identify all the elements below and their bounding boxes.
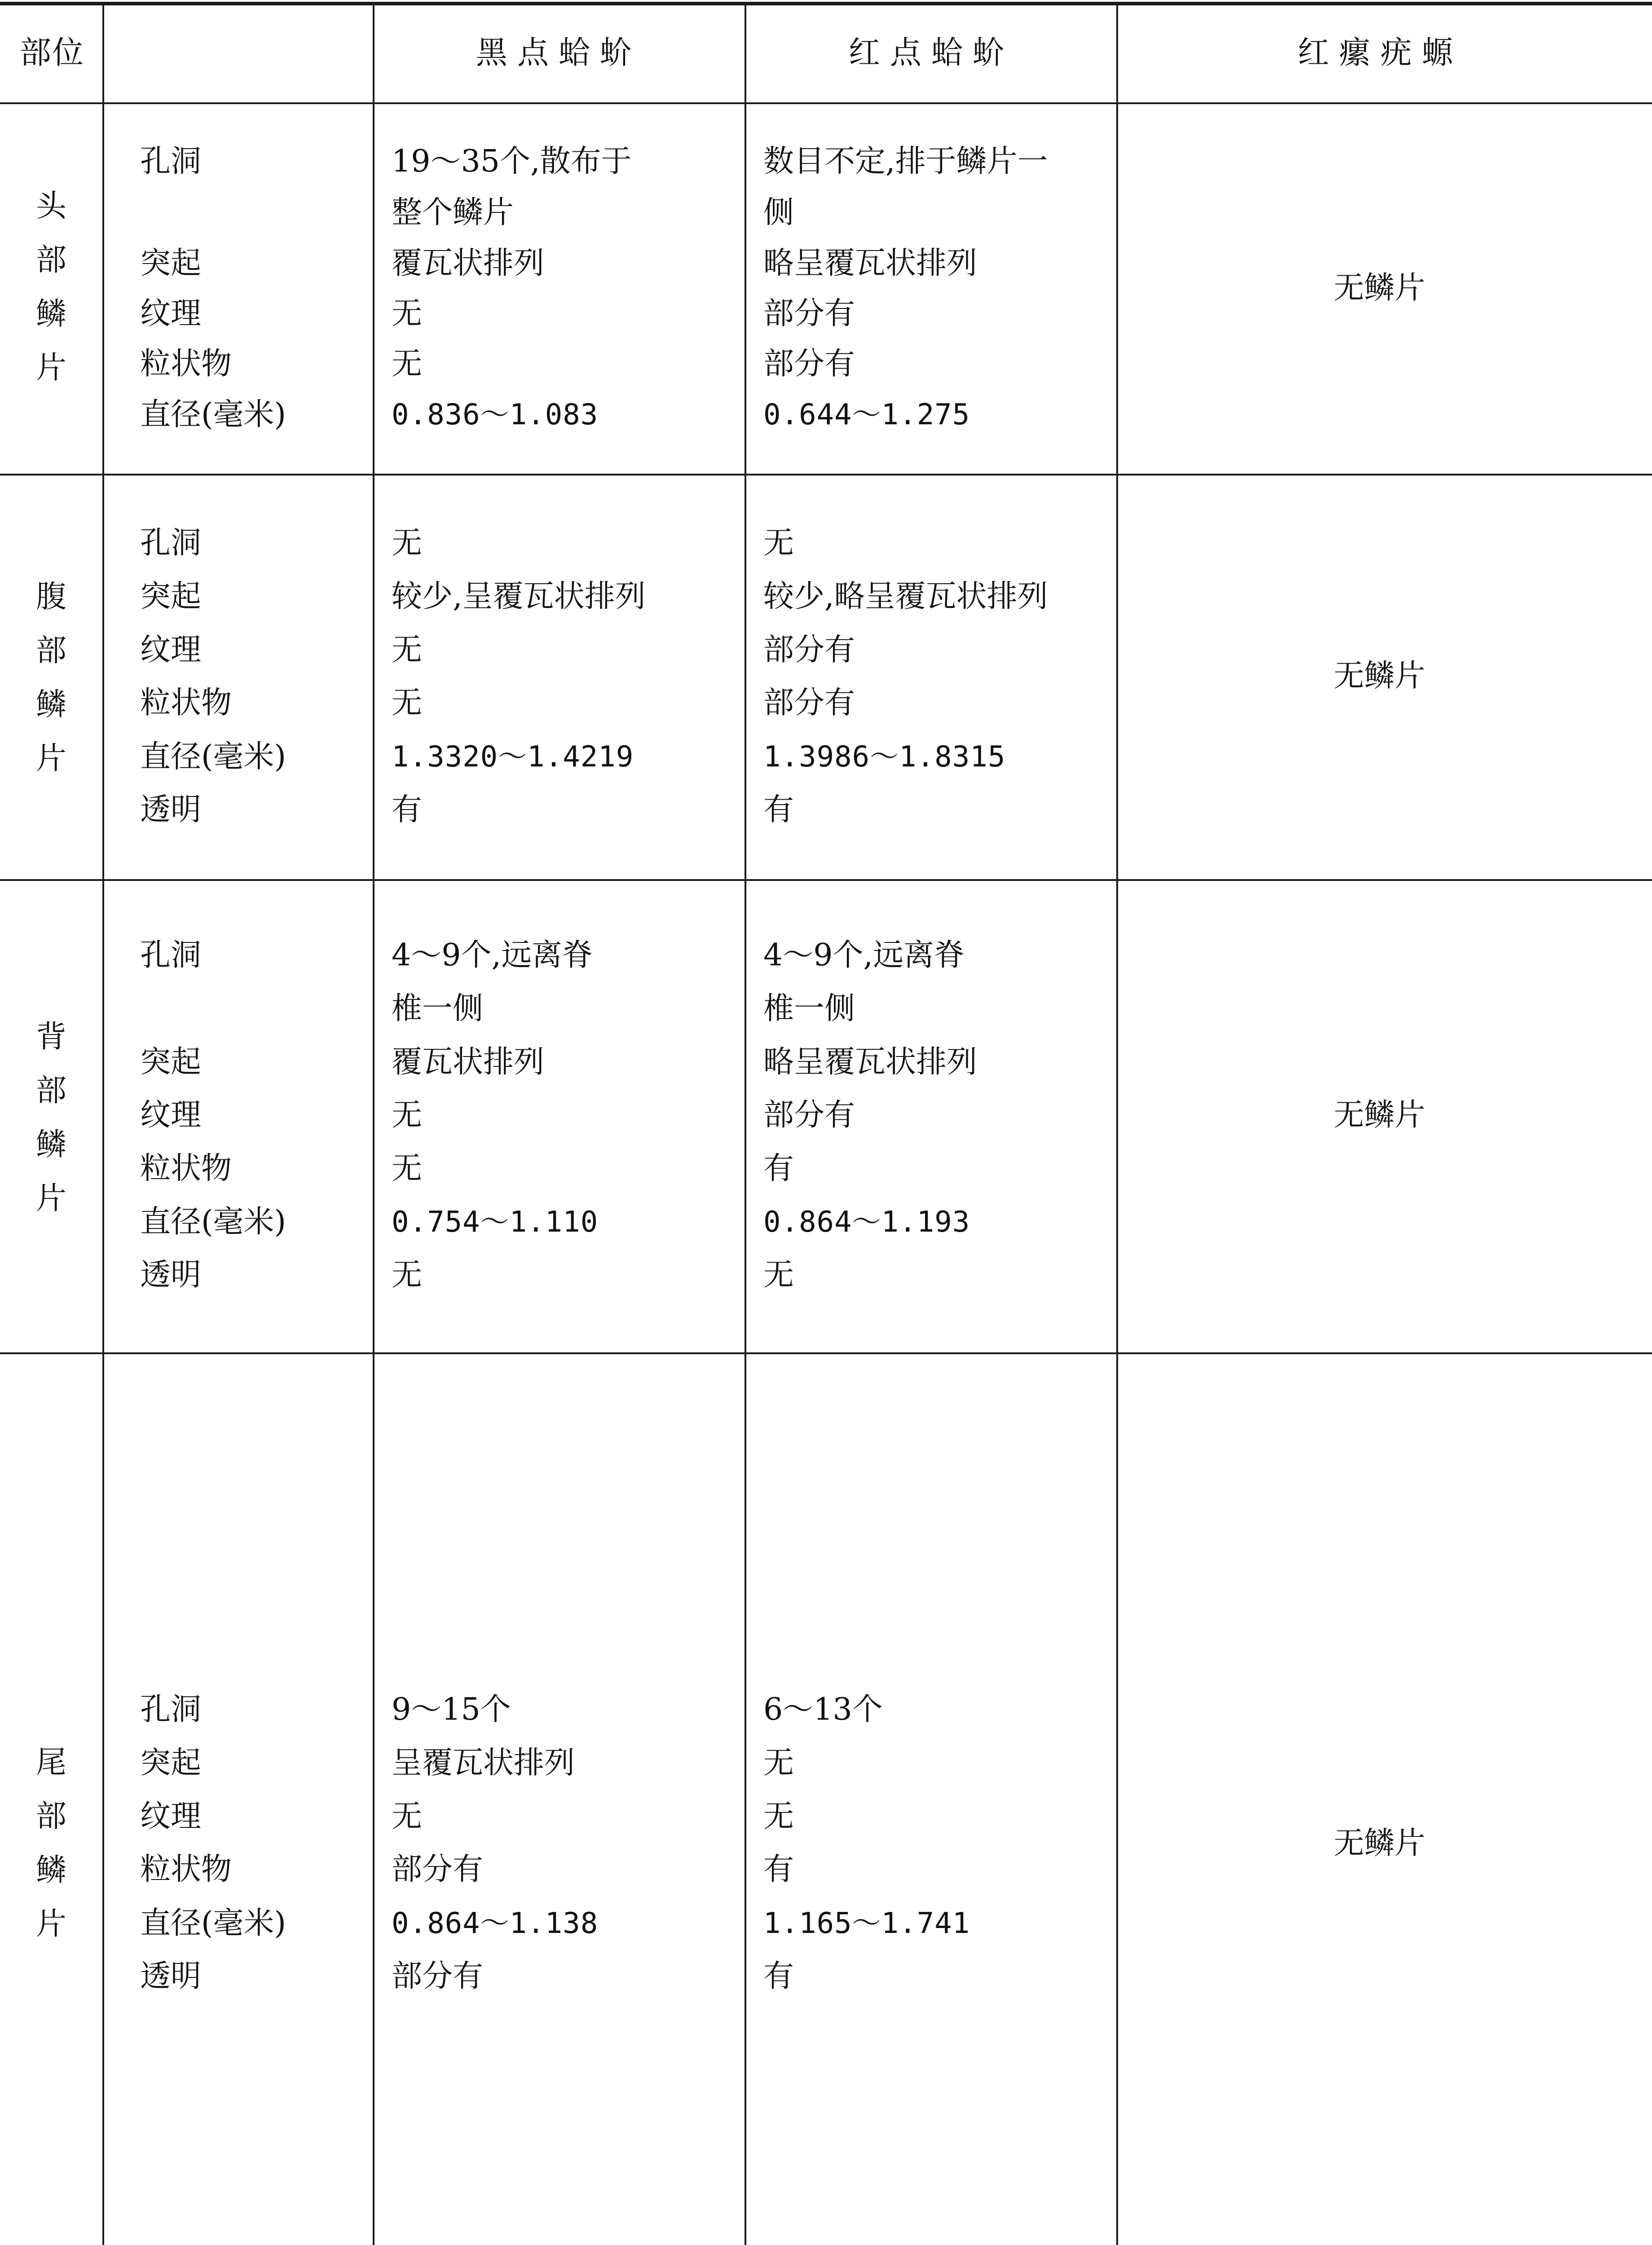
prop-label: 孔洞	[140, 1692, 202, 1727]
cell-value: 有	[763, 1959, 794, 1994]
cell-value: 较少,呈覆瓦状排列	[392, 579, 646, 614]
row-name-back: 背部鳞片	[35, 1019, 66, 1216]
row-name-head: 头部鳞片	[35, 189, 66, 386]
cell-value: 数目不定,排于鳞片一	[763, 144, 1048, 179]
header-col-2: 红点蛤蚧	[849, 34, 1014, 71]
cell-value: 覆瓦状排列	[392, 246, 545, 281]
col-divider-1	[102, 4, 104, 2245]
prop-label: 孔洞	[140, 525, 202, 561]
cell-value: 无	[763, 1257, 794, 1293]
no-scale-note: 无鳞片	[1334, 270, 1426, 306]
no-scale-note: 无鳞片	[1334, 658, 1426, 694]
cell-value: 椎一侧	[763, 991, 855, 1026]
cell-value: 0.836～1.083	[392, 398, 599, 431]
row-divider-1	[0, 474, 1652, 475]
header-bottom-rule	[0, 102, 1652, 104]
prop-label: 纹理	[140, 296, 202, 331]
col-divider-3	[745, 4, 746, 2245]
cell-value: 9～15个	[392, 1692, 511, 1727]
cell-value: 部分有	[392, 1959, 484, 1994]
cell-value: 无	[392, 1257, 423, 1293]
cell-value: 部分有	[763, 346, 855, 382]
cell-value: 6～13个	[763, 1692, 883, 1727]
col-divider-2	[373, 4, 374, 2245]
cell-value: 0.864～1.138	[392, 1907, 599, 1940]
prop-label: 纹理	[140, 1799, 202, 1834]
cell-value: 1.3320～1.4219	[392, 740, 634, 774]
prop-label: 粒状物	[140, 1151, 232, 1186]
cell-value: 无	[392, 346, 423, 382]
prop-label: 透明	[140, 1257, 202, 1293]
prop-label: 孔洞	[140, 144, 202, 179]
cell-value: 覆瓦状排列	[392, 1044, 545, 1080]
table-top-border	[0, 2, 1652, 5]
cell-value: 椎一侧	[392, 991, 484, 1026]
cell-value: 无	[392, 685, 423, 721]
cell-value: 部分有	[763, 1097, 855, 1133]
prop-label: 孔洞	[140, 938, 202, 973]
prop-label: 突起	[140, 1044, 202, 1080]
cell-value: 有	[763, 1151, 794, 1186]
prop-label: 直径(毫米)	[140, 1204, 286, 1240]
cell-value: 有	[392, 792, 423, 828]
cell-value: 无	[392, 1151, 423, 1186]
cell-value: 部分有	[763, 685, 855, 721]
header-col-1: 黑点蛤蚧	[476, 34, 641, 71]
cell-value: 无	[763, 1799, 794, 1834]
row-name-tail: 尾部鳞片	[35, 1745, 66, 1942]
cell-value: 无	[392, 296, 423, 331]
cell-value: 无	[763, 525, 794, 561]
prop-label: 直径(毫米)	[140, 397, 286, 432]
cell-value: 部分有	[763, 296, 855, 331]
prop-label: 突起	[140, 579, 202, 614]
row-divider-3	[0, 1352, 1652, 1354]
cell-value: 有	[763, 1852, 794, 1887]
cell-value: 呈覆瓦状排列	[392, 1745, 575, 1781]
cell-value: 略呈覆瓦状排列	[763, 1044, 978, 1080]
cell-value: 部分有	[763, 632, 855, 668]
cell-value: 较少,略呈覆瓦状排列	[763, 579, 1048, 614]
header-col-3: 红瘰疣螈	[1298, 34, 1463, 71]
cell-value: 19～35个,散布于	[392, 144, 632, 179]
cell-value: 侧	[763, 195, 794, 230]
prop-label: 透明	[140, 792, 202, 828]
cell-value: 0.644～1.275	[763, 398, 970, 431]
prop-label: 直径(毫米)	[140, 739, 286, 775]
cell-value: 有	[763, 792, 794, 828]
row-divider-2	[0, 879, 1652, 881]
prop-label: 透明	[140, 1959, 202, 1994]
header-part: 部位	[20, 34, 84, 71]
cell-value: 略呈覆瓦状排列	[763, 246, 978, 281]
prop-label: 粒状物	[140, 685, 232, 721]
row-name-belly: 腹部鳞片	[35, 579, 66, 776]
prop-label: 粒状物	[140, 346, 232, 382]
cell-value: 0.754～1.110	[392, 1206, 599, 1239]
prop-label: 直径(毫米)	[140, 1906, 286, 1941]
prop-label: 粒状物	[140, 1852, 232, 1887]
cell-value: 无	[392, 1097, 423, 1133]
prop-label: 纹理	[140, 632, 202, 668]
cell-value: 1.165～1.741	[763, 1907, 970, 1940]
cell-value: 整个鳞片	[392, 195, 514, 230]
cell-value: 1.3986～1.8315	[763, 740, 1006, 774]
cell-value: 部分有	[392, 1852, 484, 1887]
cell-value: 无	[392, 632, 423, 668]
cell-value: 无	[392, 525, 423, 561]
no-scale-note: 无鳞片	[1334, 1826, 1426, 1861]
col-divider-4	[1116, 4, 1118, 2245]
cell-value: 4～9个,远离脊	[763, 938, 965, 973]
cell-value: 无	[392, 1799, 423, 1834]
cell-value: 4～9个,远离脊	[392, 938, 593, 973]
prop-label: 突起	[140, 1745, 202, 1781]
prop-label: 纹理	[140, 1097, 202, 1133]
cell-value: 0.864～1.193	[763, 1206, 970, 1239]
prop-label: 突起	[140, 246, 202, 281]
no-scale-note: 无鳞片	[1334, 1097, 1426, 1133]
cell-value: 无	[763, 1745, 794, 1781]
